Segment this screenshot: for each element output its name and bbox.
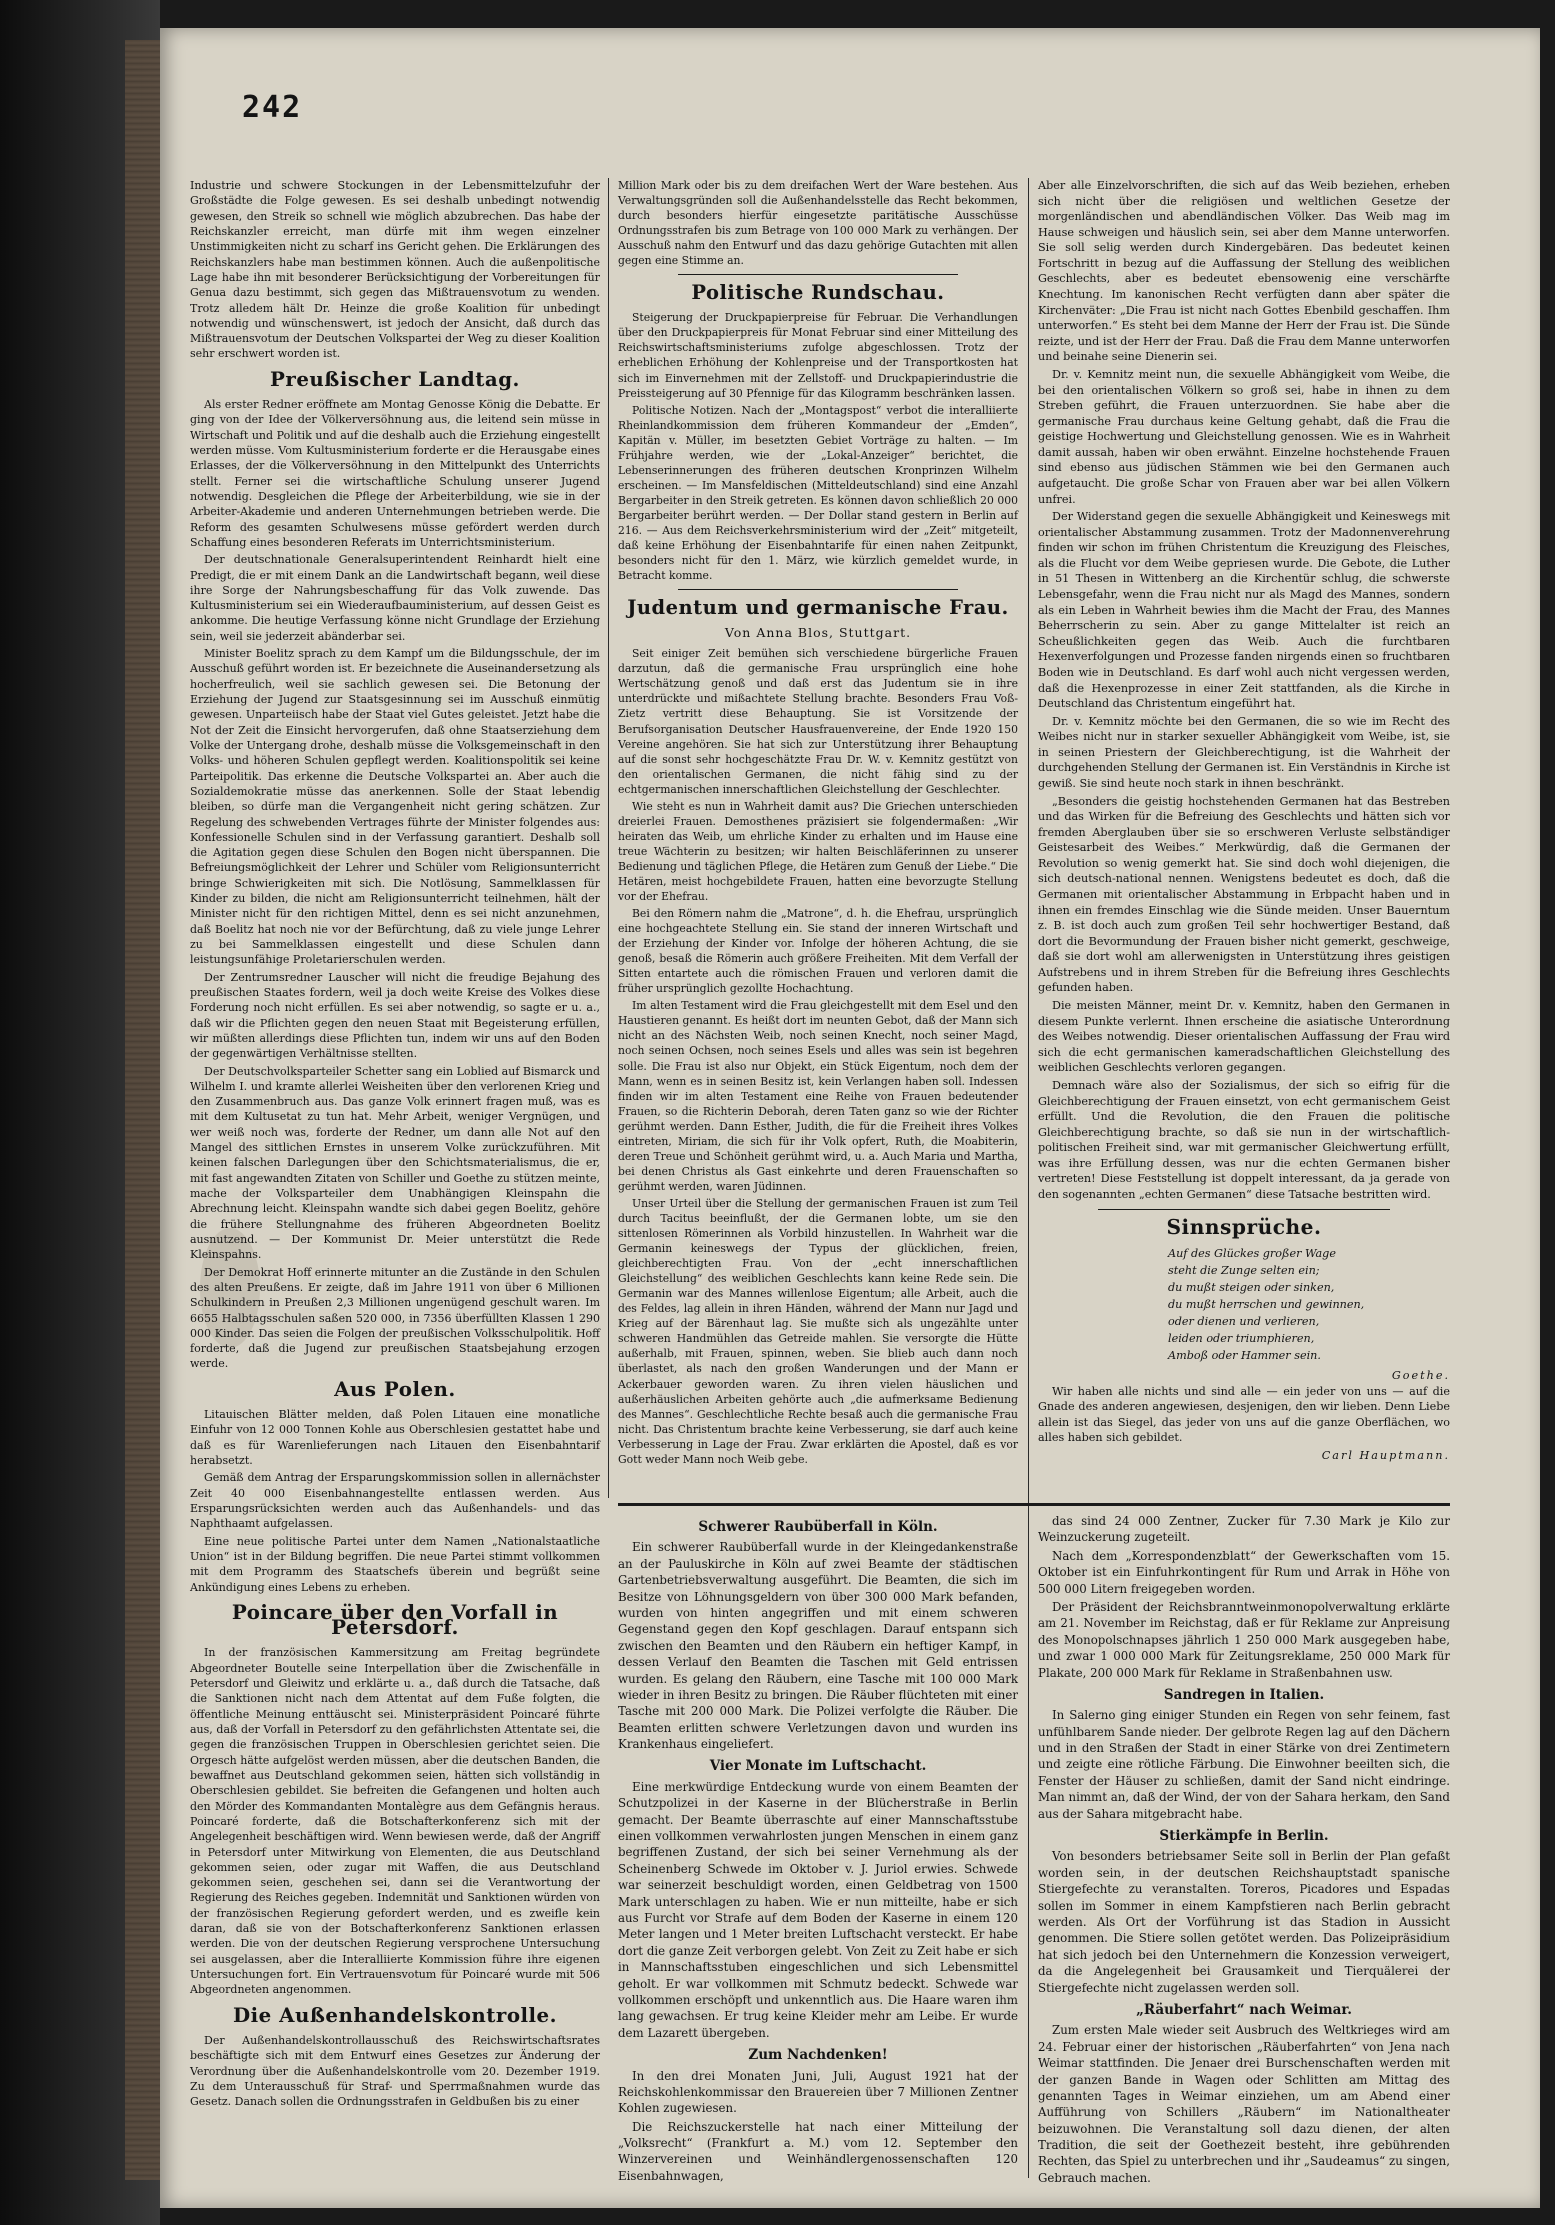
article-paragraph: Litauischen Blätter melden, daß Polen Litauen eine monatliche Einfuhr von 12 000 Tonnen Kohle aus Oberschlesien gestattet habe und daß es für Warenlieferungen nach Litauen den Eisenbahntarif herabsetzt. [190,1408,600,1467]
bottom-column-right [1038,1513,1450,2188]
article-text: Million Mark oder bis zu dem dreifachen Wert der Ware bestehen. Aus Verwaltungsgründen soll die Außenhandelsstelle das Recht bekommen, durch besonders hierfür eingesetzte paritätische Ausschüsse Ordnungsstrafen bis zum Betrage von 100 000 Mark zu verhängen. Der Ausschuß nahm den Entwurf und das dazu gehörige Gutachten mit allen gegen eine Stimme an. [618,179,1018,268]
article-paragraph: Von besonders betriebsamer Seite soll in Berlin der Plan gefaßt worden sein, in der deutschen Reichshauptstadt spanische Stiergefechte zu veranstalten. Toreros, Picadores und Espadas sollen im Sommer in einem Kampfstieren nach Berlin gebracht werden. Als Ort der Vorführung ist das Stadion in Aussicht genommen. Die Stiere sollen getötet werden. Das Polizeipräsidium hat sich jedoch bei den Unternehmern die Konzession verweigert, da die Angelegenheit bei Grausamkeit und Tierquälerei der Stiergefechte nicht zugelassen werden soll. [1038,1849,1450,1995]
poem-signature: Goethe. [1391,1369,1450,1383]
article-paragraph: Eine neue politische Partei unter dem Namen „Nationalstaatliche Union“ ist in der Bildung begriffen. Die neue Partei stimmt vollkommen mit dem Programm des Staatschefs überein und begrüßt seine Ankündigung eines Lebens zu erheben. [190,1534,600,1594]
headline-nachdenken: Zum Nachdenken! [748,2047,888,2064]
article-paragraph: Die meisten Männer, meint Dr. v. Kemnitz, haben den Germanen in diesem Punkte verlernt. Ihnen erscheine die asiatische Unterordnung des Weibes notwendig. Dieser orientalischen Auffassung der Frau wird sich die echt germanischen kameradschaftlichen Gleichstellung des weiblichen Geschlechts verloren gegangen. [1038,999,1450,1075]
article-paragraph: In Salerno ging einiger Stunden ein Regen von sehr feinem, fast unfühlbarem Sande nieder. Der gelbrote Regen lag auf den Dächern und in den Straßen der Stadt in einer Stärke von drei Zentimetern und zeigte eine rötliche Färbung. Die Einwohner beeilten sich, die Fenster der Häuser zu schließen, damit der Sand nicht eindringe. Man nimmt an, daß der Wind, der von der Sahara herkam, den Sand aus der Sahara mitgebracht habe. [1038,1708,1450,1821]
article-paragraph: Der Zentrumsredner Lauscher will nicht die freudige Bejahung des preußischen Staates fordern, weil ja doch weite Kreise des Volkes diese Forderung noch nicht erfüllen. Es sei aber notwendig, so sagte er u. a., daß wir die Pflichten gegen den neuen Staat mit Begeisterung erfüllen, wir müßten allerdings diese Pflichten tun, indem wir uns auf den Boden der gegenwärtigen Verhältnisse stellten. [190,970,600,1061]
article-paragraph: Der Deutschvolksparteiler Schetter sang ein Loblied auf Bismarck und Wilhelm I. und kramte allerlei Weisheiten über den verlorenen Krieg und den Zusammenbruch aus. Das ganze Volk erinnert fragen muß, was es mit dem Kultusetat zu tun hat. Mehr Arbeit, weniger Vergnügen, und wer weiß noch was, forderte der Redner, um dann alle Not auf den Mangel des sittlichen Ernstes in unserem Volke zurückzuführen. Mit keinen falschen Darlegungen über den Schichtsmaterialismus, die er, mit fast angewandten Zitaten von Schiller und Goethe zu stützen meinte, mache der Volksparteiler dem Unabhängigen Kleinspahn die Abrechnung leicht. Kleinspahn wandte sich dabei gegen Boelitz, gehöre die frühere Stellungnahme des früheren Abgeordneten Boelitz ausnutzend. — Der Kommunist Dr. Meier unterstützt die Rede Kleinspahns. [190,1064,600,1262]
article-paragraph: Gemäß dem Antrag der Ersparungskommission sollen in allernächster Zeit 40 000 Eisenbahnangestellte entlassen werden. Aus Ersparungsrücksichten werden auch das Außenhandels- und das Naphthaamt aufgelassen. [190,1471,600,1531]
article-paragraph: Der Außenhandelskontrollausschuß des Reichswirtschaftsrates beschäftigte sich mit dem Entwurf eines Gesetzes zur Änderung der Verordnung über die Außenhandelskontrolle vom 20. Dezember 1919. Zu dem Unterausschuß für Straf- und Sperrmaßnahmen wurde das Gesetz. Danach sollen die Ordnungsstrafen in Geldbußen bis zu einer [190,2033,600,2109]
headline-sinnsprueche: Sinnsprüche. [1166,1214,1322,1239]
headline-stierkaempfe: Stierkämpfe in Berlin. [1159,1828,1329,1845]
headline-polen: Aus Polen. [334,1376,456,1401]
bottom-column-left [618,1513,1018,2186]
headline-aussenhandel: Die Außenhandelskontrolle. [232,2002,558,2027]
article-paragraph: In den drei Monaten Juni, Juli, August 1921 hat der Reichskohlenkommissar den Brauereien über 7 Millionen Zentner Kohlen zugewiesen. [618,2068,1018,2116]
headline-luftschacht: Vier Monate im Luftschacht. [709,1758,927,1775]
quote-text: Wir haben alle nichts und sind alle — ein jeder von uns — auf die Gnade des anderen angewiesen, desjenigen, den wir lieben. Denn Liebe allein ist das Siegel, das jeder von uns auf die ganze Oberflächen, wo alles haben sich gebildet. [1038,1384,1450,1445]
article-paragraph: Politische Notizen. Nach der „Montagspost“ verbot die interalliierte Rheinlandkommission dem früheren Kommandeur der „Emden“, Kapitän v. Müller, im besetzten Gebiet Vorträge zu halten. — Im Frühjahre werden, wie der „Lokal-Anzeiger“ berichtet, die Lebenserinnerungen des früheren deutschen Kronprinzen Wilhelm erscheinen. — Im Mansfeldischen (Mitteldeutschland) sind eine Anzahl Bergarbeiter in den Streik getreten. Es können davon schließlich 20 000 Bergarbeiter berührt werden. — Der Dollar stand gestern in Berlin auf 216. — Aus dem Reichsverkehrsministerium wird der „Zeit“ mitgeteilt, daß keine Erhöhung der Eisenbahntarife für einen nahen Zeitpunkt, besonders nicht für den 1. März, wie kürzlich gemeldet wurde, in Betracht komme. [618,403,1018,583]
poem-line: steht die Zunge selten ein; [1168,1264,1320,1278]
article-paragraph: Dr. v. Kemnitz meint nun, die sexuelle Abhängigkeit vom Weibe, die bei den orientalischen Völkern so groß sei, habe in ihnen zu dem Streben geführt, die Frauen unterzuordnen. Sie habe aber die germanische Frau durchaus keine Geltung gehabt, daß die Frau die geistige Hochwertung und Gleichstellung genossen. Wie es in Wahrheit damit aussah, haben wir oben erwähnt. Einzelne hochstehende Frauen sind ebenso aus jüdischen Stämmen wie bei den Germanen auch aufgetaucht. Die große Schar von Frauen aber war bei allen Völkern unfrei. [1038,367,1450,506]
poem-line: oder dienen und verlieren, [1168,1315,1320,1329]
headline-poincare: Poincare über den Vorfall in Petersdorf. [231,1599,559,1640]
article-paragraph: Seit einiger Zeit bemühen sich verschiedene bürgerliche Frauen darzutun, daß die germanische Frau ursprünglich eine hohe Wertschätzung genoß und daß erst das Judentum sie in ihre unterdrückte und mißachtete Stellung brachte. Besonders Frau Voß-Zietz vertritt diese Behauptung. Sie ist Vorsitzende der Berufsorganisation Deutscher Hausfrauenvereine, der Ende 1920 150 Vereine angehören. Sie hat sich zur Unterstützung ihrer Behauptung auf die sonst sehr hochgeschätzte Frau Dr. W. v. Kemnitz gestützt von den orientalischen Germanen, die nicht fähig sind zu der echtgermanischen innerschaftlichen Gleichstellung der Geschlechter. [618,647,1018,796]
separator [1098,1209,1390,1210]
article-paragraph: Nach dem „Korrespondenzblatt“ der Gewerkschaften vom 15. Oktober ist ein Einfuhrkontingent für Rum und Arrak in Höhe von 500 000 Litern freigegeben worden. [1038,1548,1450,1596]
article-paragraph: Ein schwerer Raubüberfall wurde in der Kleingedankenstraße an der Pauluskirche in Köln auf zwei Beamte der städtischen Gartenbetriebsverwaltung ausgeführt. Die Beamten, die sich im Besitze von Löhnungsgeldern von über 300 000 Mark befanden, wurden von hinten angegriffen und mit einem schweren Gegenstand gegen den Kopf geschlagen. Darauf entspann sich zwischen den Beamten und den Räubern ein heftiger Kampf, in dessen Verlauf den Beamten die Taschen mit Geld entrissen wurden. Es gelang den Räubern, eine Tasche mit 100 000 Mark wieder in ihren Besitz zu bringen. Die Räuber flüchteten mit einer Tasche mit 200 000 Mark. Die Polizei verfolgte die Räuber. Die Beamten erlitten schwere Verletzungen davon und wurden ins Krankenhaus eingeliefert. [618,1540,1018,1752]
article-paragraph: Demnach wäre also der Sozialismus, der sich so eifrig für die Gleichberechtigung der Frauen einsetzt, von echt germanischem Geist erfüllt. Und die Revolution, die den Frauen die politische Gleichberechtigung brachte, so daß sie nun in der wirtschaftlich-politischen Freiheit sind, war mit germanischer Gleichwertung erfüllt, was ihre Erfüllung dessen, was nur die echten Germanen bisher vertreten! Diese Feststellung ist doppelt interessant, da ja gerade von den sogenannten „echten Germanen“ diese Tatsache bestritten wird. [1038,1078,1450,1201]
article-paragraph: Dr. v. Kemnitz möchte bei den Germanen, die so wie im Recht des Weibes nicht nur in starker sexueller Abhängigkeit vom Weibe, ist, sie in seinen Priestern der Gleichberechtigung, ist die Wahrheit der durchgehenden Stellung der Germanen ist. Ein Verständnis in Kirche ist gewiß. Sie sind heute noch stark in ihnen beschränkt. [1038,714,1450,790]
article-paragraph: Unser Urteil über die Stellung der germanischen Frauen ist zum Teil durch Tacitus beeinflußt, der die Germanen lobte, um sie den sittenlosen Römerinnen als Vorbild hinzustellen. In Wahrheit war die Germanin keineswegs der Typus der glücklichen, freien, gleichberechtigten Frau. Von der „echt innerschaftlichen Gleichstellung“ des weiblichen Geschlechts kann keine Rede sein. Die Germanin war des Mannes willenlose Eigentum; alle Arbeit, auch die des Feldes, lag allein in ihren Händen, während der Mann nur Jagd und Krieg auf der Bärenhaut lag. Sie mußte sich als ungezählte unter schweren Handmühlen das Getreide mahlen. Sie versorgte die Hütte außerhalb, mit Frauen, spinnen, weben. Sie blieb auch dann noch überlastet, als nach den großen Wanderungen und der Mann er Ackerbauer geworden waren. Zu ihren vielen häuslichen und außerhäuslichen Arbeiten gehörte auch „die aufmerksame Bedienung des Mannes“. Geschlechtliche Rechte besaß auch die germanische Frau nicht. Das Christentum brachte keine Verbesserung, sie darf auch keine Verbesserung in Lage der Frau. Zwar erklärten die Apostel, daß es vor Gott weder Mann noch Weib gebe. [618,1196,1018,1466]
bottom-section-rule [618,1503,1450,1506]
byline: Von Anna Blos, Stuttgart. [724,625,912,641]
article-paragraph: Die Reichszuckerstelle hat nach einer Mitteilung der „Volksrecht“ (Frankfurt a. M.) vom 12. September den Winzervereinen und Weinhändlergenossenschaften 120 Eisenbahnwagen, [618,2119,1018,2183]
column-rule [608,178,609,1498]
article-paragraph: Als erster Redner eröffnete am Montag Genosse König die Debatte. Er ging von der Idee der Völkerversöhnung aus, die leitend sein müsse in Wirtschaft und Politik und auf die deshalb auch die Erziehung eingestellt werden müsse. Vom Kultusministerium forderte er die Herausgabe eines Erlasses, der die Völkerversöhnung in den Mittelpunkt des Unterrichts stellt. Ferner sei die wirtschaftliche Schulung unserer Jugend notwendig. Desgleichen die Pflege der Arbeiterbildung, wie sie in der Arbeiter-Akademie und anderen Unternehmungen betrieben werde. Die Reform des gesamten Schulwesens müsse gefördert werden durch Schaffung eines besonderen Referats im Unterrichtsministerium. [190,398,600,549]
headline-raeuberfahrt: „Räuberfahrt“ nach Weimar. [1136,2001,1352,2018]
article-paragraph: Im alten Testament wird die Frau gleichgestellt mit dem Esel und den Haustieren genannt. Es heißt dort im neunten Gebot, daß der Mann sich nicht an des Nächsten Weib, noch seinen Knecht, noch seiner Magd, noch seinen Ochsen, noch seines Esels und alles was sein ist begehren solle. Die Frau ist also nur Objekt, ein Stück Eigentum, noch dem der Mann, wenn es in seinen Besitz ist, kein Verlangen haben soll. Indessen finden wir im alten Testament eine Reihe von Frauen bedeutender Frauen, so die Richterin Deborah, deren Taten ganz so wie der Richter gerühmt werden. Dann Esther, Judith, die für die Freiheit ihres Volkes eintreten, Miriam, die sich für ihr Volk opfert, Ruth, die Moabiterin, deren Treue und Schönheit gerühmt wird, u. a. Auch Maria und Martha, bei denen Christus als Gast einkehrte und deren Frauenschaften so gerühmt werden, waren Jüdinnen. [618,999,1018,1193]
article-text: Industrie und schwere Stockungen in der Lebensmittelzufuhr der Großstädte die Folge gewesen. Es sei deshalb unbedingt notwendig gewesen, den Streik so schnell wie möglich abzubrechen. Das habe der Reichskanzler erreicht, man dürfe mit ihm wegen einzelner Unstimmigkeiten nicht zu scharf ins Gericht gehen. Die Erklärungen des Reichskanzlers habe man bestimmen können. Auch die außenpolitische Lage habe ihn mit besonderer Berücksichtigung der Vorbereitungen für Genua dazu bestimmt, sich gegen das Mißtrauensvotum zu wenden. Trotz alledem hält Dr. Heinze die große Koalition für unbedingt notwendig und wünschenswert, ist jedoch der Ansicht, daß durch das Mißtrauensvotum der Deutschen Volkspartei der Weg zu dieser Koalition sehr erschwert worden ist. [190,179,600,361]
poem-line: du mußt herrschen und gewinnen, [1168,1298,1365,1312]
article-paragraph: Bei den Römern nahm die „Matrone“, d. h. die Ehefrau, ursprünglich eine hochgeachtete Stellung ein. Sie stand der inneren Wirtschaft und der Erziehung der Kinder vor. Infolge der höheren Achtung, die sie genoß, besaß die Römerin auch größere Freiheiten. Mit dem Verfall der Sitten entartete auch die römischen Frauen und verloren damit die früher ursprünglich gezollte Hochachtung. [618,907,1018,996]
poem-line: leiden oder triumphieren, [1168,1332,1315,1346]
headline-rundschau: Politische Rundschau. [691,281,945,305]
article-paragraph: Der Demokrat Hoff erinnerte mitunter an die Zustände in den Schulen des alten Preußens. Er zeigte, daß im Jahre 1911 von über 6 Millionen Schulkindern in Preußen 2,3 Millionen ungenügend geschult waren. Im 6655 Halbtagsschulen saßen 520 000, in 7356 überfüllten Klassen 1 290 000 Kinder. Das seien die Folgen der preußischen Volksschulpolitik. Hoff forderte, daß die Jugend zur preußischen Staatsbejahung erzogen werde. [190,1265,600,1371]
newspaper-page [160,28,1540,2208]
article-paragraph: das sind 24 000 Zentner, Zucker für 7.30 Mark je Kilo zur Weinzuckerung zugeteilt. [1038,1514,1450,1545]
headline-sandregen: Sandregen in Italien. [1163,1686,1325,1703]
article-paragraph: Minister Boelitz sprach zu dem Kampf um die Bildungsschule, der im Ausschuß geführt worden ist. Er bezeichnete die Auseinandersetzung als hocherfreulich, weil sie sachlich gewesen sei. Die Betonung der Erziehung der Jugend zur Staatsgesinnung sei im Ausschuß einmütig gewesen. Unparteiisch habe der Staat viel Gutes geleistet. Jetzt habe die Not der Zeit die Einsicht hervorgerufen, daß ohne Staatserziehung dem Volke der Untergang drohe, deshalb müsse die Volksgemeinschaft in den Volks- und höheren Schulen gepflegt werden. Koalitionspolitik sei keine Parteipolitik. Das erkenne die Deutsche Volkspartei an. Aber auch die Sozialdemokratie müsse das anerkennen. Solle der Staat lebendig bleiben, so dürfe man die Vergangenheit nicht gering schätzen. Zur Regelung des schwebenden Vertrages führte der Minister folgendes aus: Konfessionelle Schulen sind in der Verfassung garantiert. Deshalb soll die Agitation gegen diese Schulen den Bogen nicht überspannen. Die Befreiungsmöglichkeit der Lehrer und Schüler vom Religionsunterricht bringe Schwierigkeiten mit sich. Die Notlösung, Sammelklassen für Kinder zu bilden, die nicht am Religionsunterricht teilnehmen, hält der Minister nicht für den richtigen Mittel, denn es sei nicht anzunehmen, daß Boelitz hat noch nie vor der Befürchtung, daß zu viele junge Lehrer zu bei Sammelklassen eingestellt und diese Schulen dann leistungsunfähige Proletarierschulen werden. [190,647,600,967]
article-paragraph: Der Widerstand gegen die sexuelle Abhängigkeit und Keineswegs mit orientalischer Abstammung zusammen. Trotz der Madonnenverehrung finden wir schon im frühen Christentum die Kreuzigung des Fleisches, als die Flucht vor dem Weibe gepriesen wurde. Die Gebote, die Luther in 51 Thesen in Wittenberg an die Kirchentür schlug, die schwerste Lebensgefahr, wenn die Frau nicht nur als Magd des Mannes, sondern als ein Leben in Wahrheit bewies ihm die Macht der Frau, des Mannes Beherrscherin zu sein. Aber zu gange Mittelalter ist reich an Scheußlichkeiten gegen das Weib. Auch die furchtbaren Hexenverfolgungen und Prozesse fanden nirgends einen so fruchtbaren Boden wie in Deutschland. Es darf wohl auch nicht vergessen werden, daß die Hexenprozesse in einer Zeit stattfanden, als die Kirche in Deutschland das Christentum eingeführt hat. [1038,510,1450,711]
separator [678,589,958,590]
poem-line: du mußt steigen oder sinken, [1168,1281,1335,1295]
column-3 [1038,178,1450,1464]
column-rule [1028,178,1029,2178]
quote-signature: Carl Hauptmann. [1321,1449,1450,1463]
article-text: Aber alle Einzelvorschriften, die sich auf das Weib beziehen, erheben sich nicht über die religiösen und weltlichen Gesetze der morgenländischen und abendländischen Völker. Das Weib mag im Hause schweigen und häuslich sein, sei aber dem Manne unterworfen. Sie soll selig werden durch Kindergebären. Das bedeutet keinen Fortschritt in bezug auf die Auffassung der Stellung des weiblichen Geschlechts, aber es bedeutet ebensowenig eine verschärfte Knechtung. Im kanonischen Recht verfügten dann aber später die Kirchenväter: „Die Frau ist nicht nach Gottes Ebenbild geschaffen. Ihm unterworfen.“ Es steht bei dem Manne der Herr der Frau ist. Die Sünde reizte, und ist der Herr der Frau. Daß die Frau dem Manne unterworfen und beinahe seine Dienerin sei. [1038,179,1450,364]
article-paragraph: Wie steht es nun in Wahrheit damit aus? Die Griechen unterschieden dreierlei Frauen. Demosthenes präzisiert sie folgendermaßen: „Wir heiraten das Weib, um ehrliche Kinder zu erhalten und im Hause eine treue Wächterin zu besitzen; wir halten Beischläferinnen zu unserer Bedienung und täglichen Pflege, die Hetären zum Genuß der Liebe.“ Die Hetären, meist hochgebildete Frauen, hatten eine bevorzugte Stellung vor der Ehefrau. [618,799,1018,904]
article-paragraph: Der Präsident der Reichsbranntweinmonopolverwaltung erklärte am 21. November im Reichstag, daß er für Reklame zur Anpreisung des Monopolschnapses jährlich 1 250 000 Mark ausgegeben habe, und zwar 1 000 000 Mark für Zeitungsreklame, 250 000 Mark für Plakate, 200 000 Mark für Reklame in Straßenbahnen usw. [1038,1599,1450,1680]
article-paragraph: Eine merkwürdige Entdeckung wurde von einem Beamten der Schutzpolizei in der Kaserne in der Blücherstraße in Berlin gemacht. Der Beamte überraschte auf einer Mannschaftsstube einen vollkommen verwahrlosten jungen Menschen in einem ganz begriffenen Zustand, der sich bei seiner Vernehmung als der Scheinenberg Schwede im Oktober v. J. Juriol erwies. Schwede war seinerzeit beschuldigt worden, einen Geldbetrag von 1500 Mark unterschlagen zu haben. Wie er nun mitteilte, habe er sich aus Furcht vor Strafe auf dem Boden der Kaserne in einem 120 Meter langen und 1 Meter breiten Luftschacht versteckt. Er habe dort die ganze Zeit verborgen gelebt. Von Zeit zu Zeit habe er sich in Mannschaftsstuben eingeschlichen und sich Lebensmittel geholt. Er war vollkommen mit Schmutz bedeckt. Schwede war vollkommen erschöpft und unkenntlich aus. Die Haare waren ihm lang gewachsen. Er trug keine Kleider mehr am Leibe. Er wurde dem Lazarett übergeben. [618,1779,1018,2040]
article-paragraph: Zum ersten Male wieder seit Ausbruch des Weltkrieges wird am 24. Februar einer der historischen „Räuberfahrten“ von Jena nach Weimar stattfinden. Die Jenaer drei Burschenschaften werden mit der ganzen Bande in Wagen oder Schlitten am Mittag des genannten Tages in Weimar einziehen, um am Abend einer Aufführung von Schillers „Räubern“ im Nationaltheater beizuwohnen. Die Veranstaltung soll dazu dienen, der alten Tradition, die seit der Goethezeit besteht, ihre gebührenden Rechten, das Spiel zu unterbrechen und ihr „Saudeamus“ zu singen, Gebrauch machen. [1038,2023,1450,2185]
article-paragraph: Steigerung der Druckpapierpreise für Februar. Die Verhandlungen über den Druckpapierpreis für Monat Februar sind einer Mitteilung des Reichswirtschaftsministeriums zufolge abgeschlossen. Trotz der erheblichen Erhöhung der Kohlenpreise und der Transportkosten hat sich im Einvernehmen mit der Zellstoff- und Druckpapierindustrie die Preissteigerung auf 30 Pfennige für das Kilogramm beschränken lassen. [618,311,1018,400]
poem [1168,1245,1450,1364]
column-2 [618,178,1018,1469]
headline-landtag: Preußischer Landtag. [270,366,520,391]
column-1 [190,178,600,2112]
poem-line: Amboß oder Hammer sein. [1168,1349,1321,1363]
separator [678,274,958,275]
headline-judentum: Judentum und germanische Frau. [627,596,1009,620]
poem-line: Auf des Glückes großer Wage [1168,1247,1336,1261]
headline-raubueberfall: Schwerer Raubüberfall in Köln. [698,1519,938,1535]
binding-edge [125,40,163,2180]
page-number: 242 [242,90,303,125]
article-paragraph: „Besonders die geistig hochstehenden Germanen hat das Bestreben und das Wirken für die Befreiung des Geschlechts und hätten sich vor fremden Aberglauben über sie so erschweren Verluste selbständiger Geistesarbeit des Weibes.“ Merkwürdig, daß die Germanen der Revolution so wenig gemerkt hat. Sie sind doch wohl diejenigen, die sich deutsch-national nennen. Wenigstens bedeutet es doch, daß die Germanen mit orientalischer Abstammung in Erbpacht haben und in ihnen ein fremdes Einschlag wie die Sünde meiden. Unser Bauerntum z. B. ist doch auch zum großen Teil sehr hochwertiger Bestand, daß dort die Bevormundung der Frauen bisher nicht gemerkt, geschweige, daß sie dort wohl am allerwenigsten in Unterstützung ihres geistigen Aufstrebens und in ihrem Streben für die Befreiung ihres Geschlechts gefunden haben. [1038,794,1450,995]
article-paragraph: Der deutschnationale Generalsuperintendent Reinhardt hielt eine Predigt, die er mit einem Dank an die Landwirtschaft begann, weil diese ihre Sorge der Nahrungsbeschaffung für das Volk zuwende. Das Kultusministerium sei ein Wiederaufbauministerium, auf dessen Geist es ankomme. Die heutige Verfassung könne nicht Grundlage der Erziehung sein, weil sie jederzeit abänderbar sei. [190,553,600,643]
article-paragraph: In der französischen Kammersitzung am Freitag begründete Abgeordneter Boutelle seine Interpellation über die Zwischenfälle in Petersdorf und Gleiwitz und erklärte u. a., daß durch die Tatsache, daß die Sanktionen nicht nach dem Attentat auf dem Fuße folgten, die öffentliche Meinung enttäuscht sei. Ministerpräsident Poincaré führte aus, daß der Vorfall in Petersdorf zu den gefährlichsten Attentate sei, die gegen die französischen Truppen in Oberschlesien gerichtet seien. Die Orgesch hätte aufgelöst werden müssen, aber die deutschen Banden, die bewaffnet aus Deutschland gekommen seien, hätten sich vollständig in Oberschlesien gebildet. Sie befreiten die Gefangenen und holten auch den Mörder des Kommandanten Montalègre aus dem Gefängnis heraus. Poincaré forderte, daß die Botschafterkonferenz sich mit der Angelegenheit beschäftigen wird. Wenn bewiesen werde, daß der Angriff in Petersdorf unter Mitwirkung von Elementen, die aus Deutschland gekommen seien, oder zugar mit Waffen, die aus Deutschland gekommen seien, geschehen sei, dann sei die Verantwortung der Regierung des Reiches gegeben. Indemnität und Sanktionen würden von der französischen Regierung gefordert werden, und es zweifle kein daran, daß sie von der Botschafterkonferenz Sanktionen erlassen werden. Die von der deutschen Regierung versprochene Untersuchung sei ausgelassen, aber die Interalliierte Kommission führe ihre eigenen Untersuchungen fort. Ein Vertrauensvotum für Poincaré wurde mit 506 Abgeordneten angenommen. [190,1646,600,1997]
